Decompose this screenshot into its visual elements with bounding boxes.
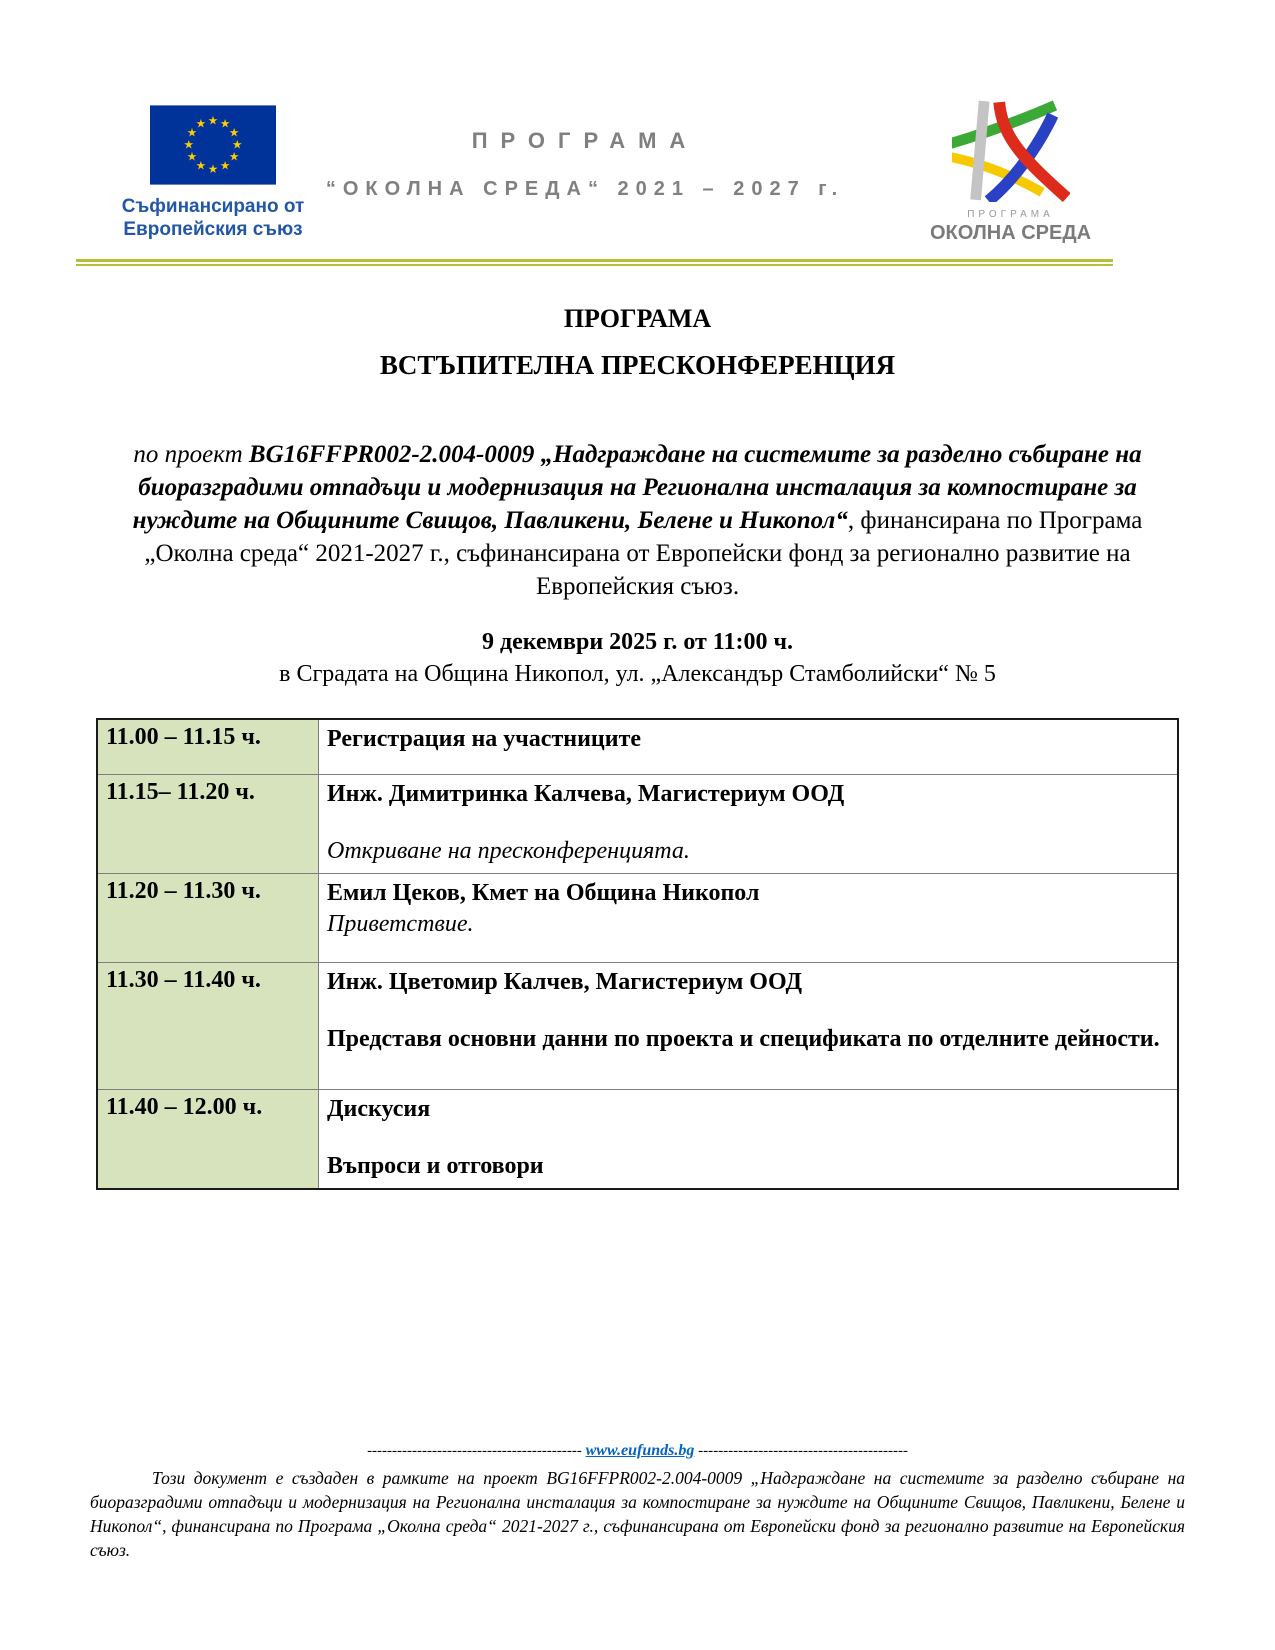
page-footer bbox=[90, 1441, 1185, 1562]
program-header bbox=[250, 128, 920, 201]
schedule-item-title: Инж. Цветомир Калчев, Магистериум ООД bbox=[327, 969, 802, 995]
spacer bbox=[327, 810, 1169, 836]
schedule-time-cell: 11.15– 11.20 ч. bbox=[97, 775, 319, 874]
schedule-item-note: Откриване на пресконференцията. bbox=[327, 838, 690, 864]
svg-text:★: ★ bbox=[228, 149, 240, 164]
schedule-item-title: Емил Цеков, Кмет на Община Никопол bbox=[327, 880, 760, 906]
svg-text:★: ★ bbox=[219, 116, 231, 131]
spacer bbox=[327, 1125, 1169, 1151]
document-title: ПРОГРАМА bbox=[563, 304, 712, 333]
eu-caption-line2: Европейския съюз bbox=[123, 219, 303, 240]
eufunds-link-line bbox=[90, 1441, 1185, 1461]
table-row bbox=[97, 719, 1178, 775]
okolna-sreda-logo-large-caption: ОКОЛНА СРЕДА bbox=[929, 222, 1092, 244]
svg-text:★: ★ bbox=[186, 149, 198, 164]
project-description bbox=[96, 438, 1179, 603]
dashes-left: ------------------------------------------- bbox=[367, 1443, 582, 1459]
okolna-sreda-logo-block bbox=[928, 100, 1093, 245]
event-location: в Сградата на Община Никопол, ул. „Александър Стамболийски“ № 5 bbox=[279, 661, 996, 687]
schedule-time-cell: 11.00 – 11.15 ч. bbox=[97, 719, 319, 775]
table-row bbox=[97, 963, 1178, 1090]
project-name-text: BG16FFPR002-2.004-0009 „Надграждане на системите за разделно събиране на биоразградими отпадъци и модернизация на Регионална инсталация за компостиране за нуждите на Общините Свищов, Павликени, Белене и Никопол“ bbox=[132, 441, 1142, 534]
eu-caption-line1: Съфинансирано от bbox=[121, 196, 305, 217]
program-header-line2: “ОКОЛНА СРЕДА“ 2021 – 2027 г. bbox=[325, 178, 845, 200]
svg-text:★: ★ bbox=[183, 137, 194, 152]
table-row bbox=[97, 775, 1178, 874]
svg-text:★: ★ bbox=[219, 158, 231, 173]
program-header-line1: ПРОГРАМА bbox=[471, 128, 699, 153]
svg-text:★: ★ bbox=[207, 161, 219, 176]
project-intro-text: по проект bbox=[133, 441, 249, 468]
schedule-time-cell: 11.30 – 11.40 ч. bbox=[97, 963, 319, 1090]
table-row bbox=[97, 1090, 1178, 1190]
schedule-content-cell bbox=[319, 719, 1179, 775]
schedule-item-title: Регистрация на участниците bbox=[327, 726, 642, 752]
table-row bbox=[97, 874, 1178, 963]
schedule-time-cell: 11.20 – 11.30 ч. bbox=[97, 874, 319, 963]
svg-text:★: ★ bbox=[195, 116, 207, 131]
svg-text:★: ★ bbox=[186, 125, 198, 140]
dashes-right: ------------------------------------------ bbox=[698, 1443, 908, 1459]
eu-caption bbox=[118, 195, 308, 241]
svg-text:★: ★ bbox=[207, 113, 219, 128]
svg-text:★: ★ bbox=[232, 137, 243, 152]
schedule-item-title: Инж. Димитринка Калчева, Магистериум ООД bbox=[327, 781, 845, 807]
schedule-content-cell bbox=[319, 874, 1179, 963]
schedule-item-note: Приветствие. bbox=[327, 911, 474, 937]
schedule-item-title: Дискусия bbox=[327, 1096, 431, 1122]
document-body bbox=[96, 302, 1179, 1190]
document-subtitle: ВСТЪПИТЕЛНА ПРЕСКОНФЕРЕНЦИЯ bbox=[379, 350, 896, 380]
footer-disclaimer: Този документ е създаден в рамките на проект BG16FFPR002-2.004-0009 „Надграждане на системите за разделно събиране на биоразградими отпадъци и модернизация на Регионална инсталация за компостиране за нуждите на Общините Свищов, Павликени, Белене и Никопол“, финансирана по Програма „Околна среда“ 2021-2027 г., съфинансирана от Европейски фонд за регионално развитие на Европейския съюз. bbox=[90, 1468, 1185, 1560]
event-datetime: 9 декември 2025 г. от 11:00 ч. bbox=[481, 629, 794, 655]
schedule-item-note: Въпроси и отговори bbox=[327, 1153, 544, 1179]
okolna-sreda-ribbons-icon bbox=[952, 100, 1070, 202]
okolna-sreda-logo-small-caption: ПРОГРАМА bbox=[967, 209, 1054, 220]
schedule-time-cell: 11.40 – 12.00 ч. bbox=[97, 1090, 319, 1190]
schedule-item-note: Представя основни данни по проекта и спецификата по отделните дейности. bbox=[327, 1026, 1160, 1052]
schedule-table bbox=[96, 718, 1179, 1190]
svg-text:★: ★ bbox=[195, 158, 207, 173]
header-separator-line bbox=[76, 259, 1113, 266]
schedule-content-cell bbox=[319, 1090, 1179, 1190]
spacer bbox=[327, 998, 1169, 1024]
project-funding-text: , финансирана по Програма „Околна среда“ 2021-2027 г., съфинансирана от Европейски фонд за регионално развитие на Европейския съюз. bbox=[144, 507, 1143, 600]
schedule-content-cell bbox=[319, 775, 1179, 874]
schedule-content-cell bbox=[319, 963, 1179, 1090]
svg-text:★: ★ bbox=[228, 125, 240, 140]
eufunds-link[interactable]: www.eufunds.bg bbox=[585, 1442, 695, 1459]
